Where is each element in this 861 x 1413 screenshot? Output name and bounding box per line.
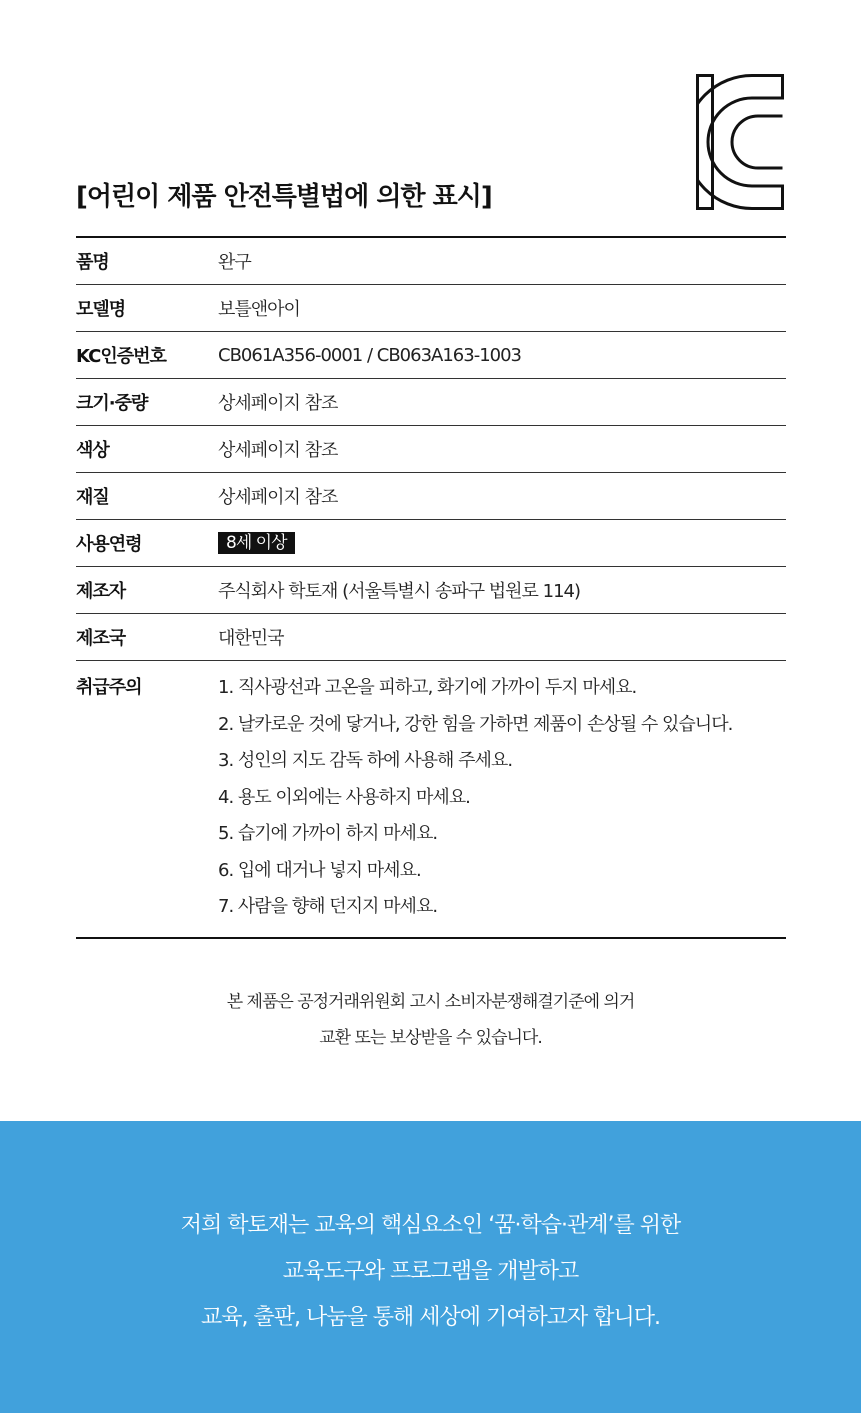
product-info-table xyxy=(76,236,786,939)
care-item: 2. 날카로운 것에 닿거나, 강한 힘을 가하면 제품이 손상될 수 있습니다. xyxy=(218,713,733,735)
kc-number-value: CB061A356-0001 / CB063A163-1003 xyxy=(218,344,522,366)
row-product-name xyxy=(76,238,786,285)
footer-line: 교육도구와 프로그램을 개발하고 xyxy=(282,1259,579,1284)
age-label: 사용연령 xyxy=(76,534,142,555)
material-value: 상세페이지 참조 xyxy=(218,487,338,508)
row-country xyxy=(76,614,786,661)
color-value: 상세페이지 참조 xyxy=(218,440,338,461)
product-name-label: 품명 xyxy=(76,252,109,273)
row-model-name xyxy=(76,285,786,332)
row-kc-number xyxy=(76,332,786,379)
footer-banner xyxy=(0,1121,861,1413)
exchange-notice xyxy=(0,984,861,1056)
care-item: 4. 용도 이외에는 사용하지 마세요. xyxy=(218,786,470,808)
notice-line: 교환 또는 보상받을 수 있습니다. xyxy=(319,1028,542,1048)
model-name-label: 모델명 xyxy=(76,299,126,320)
row-manufacturer xyxy=(76,567,786,614)
footer-message xyxy=(0,1121,861,1341)
model-name-value: 보틀앤아이 xyxy=(218,299,300,320)
material-label: 재질 xyxy=(76,487,109,508)
footer-line: 저희 학토재는 교육의 핵심요소인 ‘꿈·학습·관계’를 위한 xyxy=(180,1213,681,1238)
kc-mark-icon xyxy=(696,74,784,210)
care-list xyxy=(218,673,732,929)
country-value: 대한민국 xyxy=(218,628,284,649)
row-size-weight xyxy=(76,379,786,426)
row-material xyxy=(76,473,786,520)
color-label: 색상 xyxy=(76,440,109,461)
page-title: [어린이 제품 안전특별법에 의한 표시] xyxy=(76,182,492,212)
manufacturer-label: 제조자 xyxy=(76,581,126,602)
age-badge: 8세 이상 xyxy=(218,532,295,554)
row-age xyxy=(76,520,786,567)
size-weight-value: 상세페이지 참조 xyxy=(218,393,338,414)
age-value xyxy=(218,532,295,554)
notice-line: 본 제품은 공정거래위원회 고시 소비자분쟁해결기준에 의거 xyxy=(226,992,635,1012)
manufacturer-value: 주식회사 학토재 (서울특별시 송파구 법원로 114) xyxy=(218,581,580,602)
product-name-value: 완구 xyxy=(218,252,251,273)
care-item: 3. 성인의 지도 감독 하에 사용해 주세요. xyxy=(218,750,513,771)
care-item: 1. 직사광선과 고온을 피하고, 화기에 가까이 두지 마세요. xyxy=(218,677,637,698)
care-label: 취급주의 xyxy=(76,677,142,698)
row-care xyxy=(76,661,786,937)
footer-line: 교육, 출판, 나눔을 통해 세상에 기여하고자 합니다. xyxy=(201,1305,660,1330)
row-color xyxy=(76,426,786,473)
size-weight-label: 크기·중량 xyxy=(76,393,148,414)
country-label: 제조국 xyxy=(76,628,126,649)
care-item: 5. 습기에 가까이 하지 마세요. xyxy=(218,823,438,844)
care-item: 6. 입에 대거나 넣지 마세요. xyxy=(218,859,421,881)
care-item: 7. 사람을 향해 던지지 마세요. xyxy=(218,896,438,917)
kc-number-label: KC인증번호 xyxy=(76,346,166,367)
